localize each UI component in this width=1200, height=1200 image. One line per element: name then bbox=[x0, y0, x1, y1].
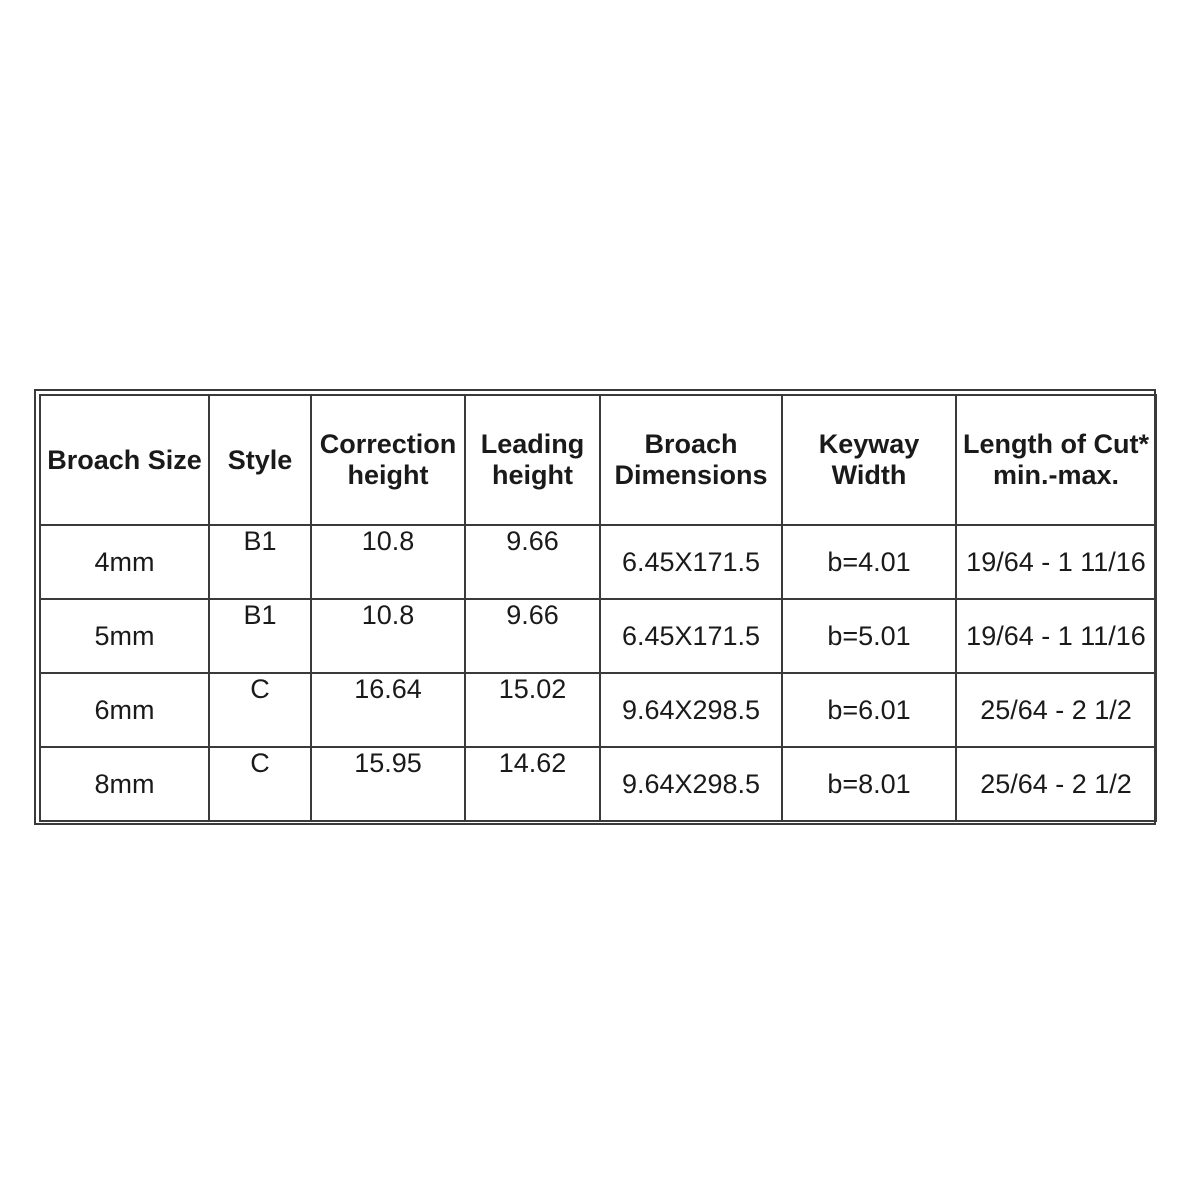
cell-leading-height: 9.66 bbox=[465, 525, 600, 599]
header-text: height bbox=[347, 460, 429, 490]
cell-length-of-cut: 25/64 - 2 1/2 bbox=[956, 673, 1156, 747]
cell-keyway-width: b=5.01 bbox=[782, 599, 956, 673]
cell-broach-dimensions: 9.64X298.5 bbox=[600, 673, 782, 747]
table-row bbox=[40, 525, 1156, 599]
header-length-of-cut bbox=[956, 395, 1156, 525]
header-broach-size bbox=[40, 395, 209, 525]
cell-broach-size: 5mm bbox=[40, 599, 209, 673]
broach-spec-table bbox=[39, 394, 1157, 822]
header-keyway-width bbox=[782, 395, 956, 525]
header-text: Dimensions bbox=[614, 460, 768, 490]
table-row bbox=[40, 599, 1156, 673]
cell-style: B1 bbox=[209, 599, 311, 673]
header-text: Width bbox=[831, 460, 907, 490]
cell-style: B1 bbox=[209, 525, 311, 599]
header-correction-height bbox=[311, 395, 465, 525]
cell-keyway-width: b=8.01 bbox=[782, 747, 956, 821]
header-text: min.-max. bbox=[992, 460, 1120, 490]
cell-broach-size: 8mm bbox=[40, 747, 209, 821]
cell-keyway-width: b=6.01 bbox=[782, 673, 956, 747]
cell-broach-dimensions: 9.64X298.5 bbox=[600, 747, 782, 821]
cell-length-of-cut: 25/64 - 2 1/2 bbox=[956, 747, 1156, 821]
spec-table-frame bbox=[34, 389, 1156, 825]
header-text: Style bbox=[227, 444, 293, 475]
cell-style: C bbox=[209, 673, 311, 747]
cell-broach-dimensions: 6.45X171.5 bbox=[600, 599, 782, 673]
header-text: Correction bbox=[319, 429, 457, 459]
cell-correction-height: 16.64 bbox=[311, 673, 465, 747]
header-text: Broach bbox=[644, 429, 738, 459]
cell-leading-height: 15.02 bbox=[465, 673, 600, 747]
header-text: Length of Cut* bbox=[963, 429, 1149, 459]
cell-keyway-width: b=4.01 bbox=[782, 525, 956, 599]
header-broach-dimensions bbox=[600, 395, 782, 525]
cell-correction-height: 10.8 bbox=[311, 525, 465, 599]
header-row bbox=[40, 395, 1156, 525]
header-text: height bbox=[492, 460, 573, 490]
header-style bbox=[209, 395, 311, 525]
cell-correction-height: 15.95 bbox=[311, 747, 465, 821]
cell-broach-dimensions: 6.45X171.5 bbox=[600, 525, 782, 599]
cell-broach-size: 4mm bbox=[40, 525, 209, 599]
cell-style: C bbox=[209, 747, 311, 821]
cell-leading-height: 9.66 bbox=[465, 599, 600, 673]
header-text: Broach Size bbox=[47, 444, 202, 475]
header-leading-height bbox=[465, 395, 600, 525]
header-text: Keyway bbox=[818, 429, 920, 459]
cell-length-of-cut: 19/64 - 1 11/16 bbox=[956, 599, 1156, 673]
cell-correction-height: 10.8 bbox=[311, 599, 465, 673]
header-text: Leading bbox=[480, 429, 585, 459]
table-row bbox=[40, 747, 1156, 821]
cell-leading-height: 14.62 bbox=[465, 747, 600, 821]
cell-broach-size: 6mm bbox=[40, 673, 209, 747]
table-row bbox=[40, 673, 1156, 747]
cell-length-of-cut: 19/64 - 1 11/16 bbox=[956, 525, 1156, 599]
